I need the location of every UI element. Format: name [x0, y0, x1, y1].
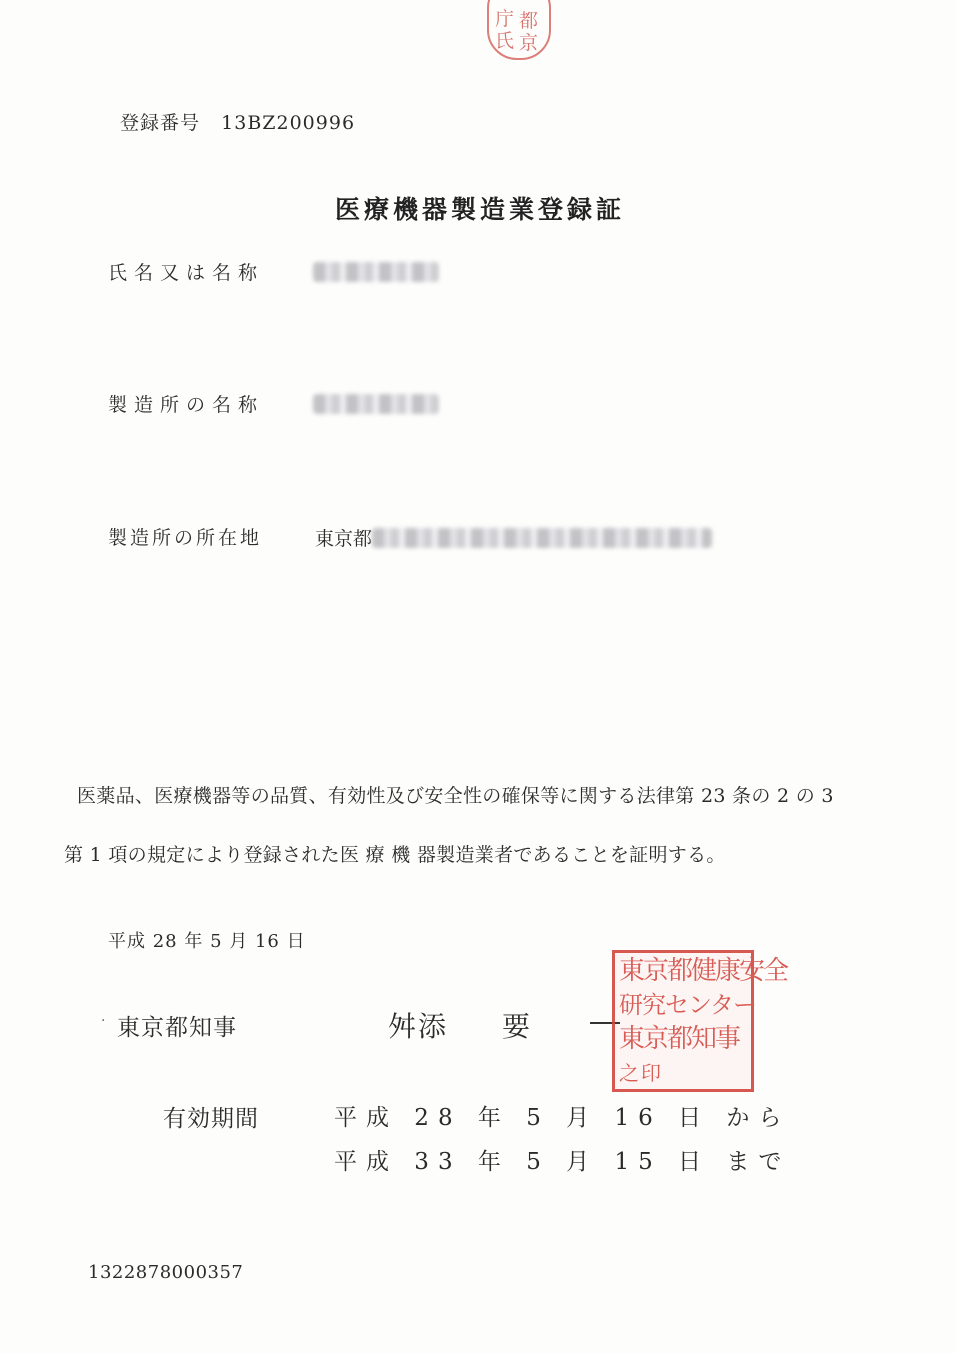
- issue-date: 平成 28 年 5 月 16 日: [108, 931, 306, 952]
- seal-row-1: 東京都健康安全: [619, 956, 788, 986]
- validity-label: 有効期間: [163, 1106, 259, 1132]
- issuer-given-name: 要: [502, 1010, 533, 1043]
- seal-row-4: 之印: [619, 1061, 663, 1085]
- seal-row-3: 東京都知事: [619, 1024, 740, 1054]
- bullet-mark: ·: [101, 1013, 106, 1029]
- certificate-title: 医療機器製造業登録証: [335, 195, 626, 224]
- name-label: 氏名又は名称: [108, 262, 265, 284]
- redacted-factory-address: [372, 528, 712, 548]
- issuer-family-name: 舛添: [388, 1010, 449, 1043]
- redacted-factory-name: [313, 394, 439, 414]
- issuer-title: 東京都知事: [117, 1015, 237, 1041]
- factory-name-label: 製造所の名称: [108, 394, 265, 416]
- official-seal-stamp: [612, 950, 788, 1092]
- top-seal-stamp: 庁 都 氏 京: [487, 0, 551, 60]
- validity-from: 平成 28 年 5 月 16 日 から: [334, 1105, 791, 1131]
- certification-text-line-1: 医薬品、医療機器等の品質、有効性及び安全性の確保等に関する法律第 23 条の 2 の 3: [77, 785, 834, 807]
- factory-address-prefix: 東京都: [315, 528, 373, 550]
- redacted-name: [313, 262, 439, 282]
- certification-text-line-2: 第 1 項の規定により登録された医 療 機 器製造業者であることを証明する。: [64, 844, 726, 866]
- validity-to: 平成 33 年 5 月 15 日 まで: [334, 1149, 791, 1175]
- issuer-name: [388, 1005, 532, 1045]
- registration-number-line: [120, 108, 355, 135]
- document-number: 1322878000357: [88, 1262, 244, 1283]
- registration-number: 13BZ200996: [221, 112, 356, 134]
- registration-label: 登録番号: [120, 112, 201, 134]
- factory-address-label: 製造所の所在地: [108, 527, 263, 549]
- seal-row-2: 研究センター: [619, 991, 757, 1019]
